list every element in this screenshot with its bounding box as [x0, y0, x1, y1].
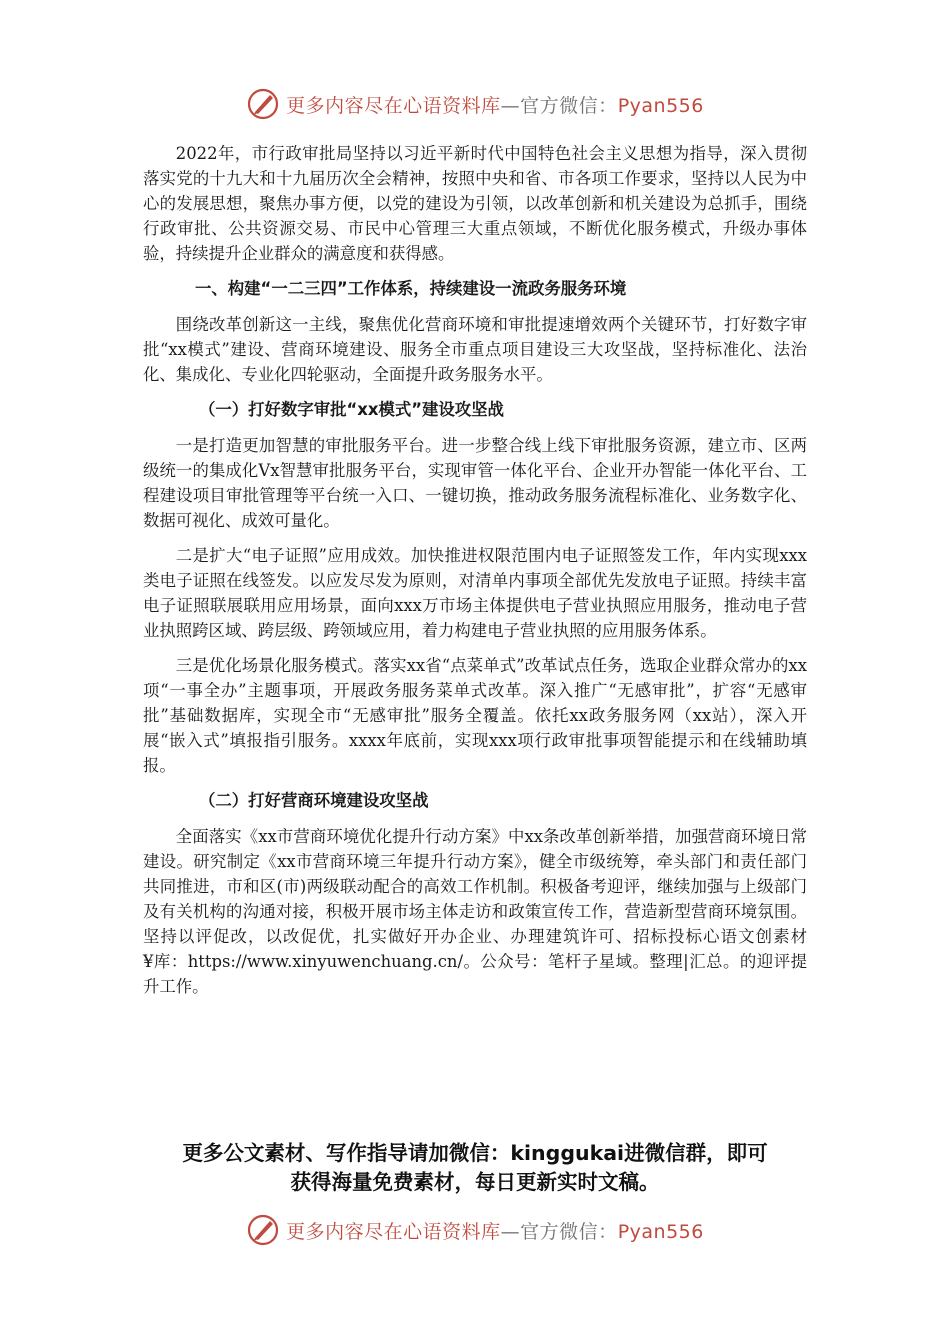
watermark-wechat-id: Pyan556 [617, 94, 704, 117]
subsection-1-paragraph-3: 三是优化场景化服务模式。落实xx省“点菜单式”改革试点任务，选取企业群众常办的xx项“一事全办”主题事项，开展政务服务菜单式改革。深入推广“无感审批”，扩容“无感审批”基础数据库，实现全市“无感审批”服务全覆盖。依托xx政务服务网（xx站），深入开展“嵌入式”填报指引服务。xxxx年底前，实现xxx项行政审批事项智能提示和在线辅助填报。 [143, 656, 807, 775]
watermark-text [286, 91, 704, 118]
subsection-heading-2: （二）打好营商环境建设攻坚战 [199, 791, 429, 810]
watermark-wechat-label: 官方微信： [520, 94, 618, 117]
footer-watermark [0, 1210, 950, 1250]
subsection-2-paragraph-1: 全面落实《xx市营商环境优化提升行动方案》中xx条改革创新举措，加强营商环境日常建设。研究制定《xx市营商环境三年提升行动方案》，健全市级统筹，牵头部门和责任部门共同推进，市和区(市)两级联动配合的高效工作机制。积极备考迎评，继续加强与上级部门及有关机构的沟通对接，积极开展市场主体走访和政策宣传工作，营造新型营商环境氛围。坚持以评促改，以改促优，扎实做好开办企业、办理建筑许可、招标投标心语文创素材¥库：https://www.xinyuwenchuang.cn/。公众号：笔杆子星域。整理|汇总。的迎评提升工作。 [143, 827, 807, 996]
subsection-1-paragraph-2: 二是扩大“电子证照”应用成效。加快推进权限范围内电子证照签发工作，年内实现xxx类电子证照在线签发。以应发尽发为原则，对清单内事项全部优先发放电子证照。持续丰富电子证照联展联用应用场景，面向xxx万市场主体提供电子营业执照应用服务，推动电子营业执照跨区域、跨层级、跨领域应用，着力构建电子营业执照的应用服务体系。 [143, 546, 807, 640]
watermark-text [286, 1217, 704, 1244]
watermark-wechat-label: 官方微信： [520, 1220, 618, 1243]
subsection-heading-1: （一）打好数字审批“xx模式”建设攻坚战 [199, 400, 504, 419]
watermark-prefix: 更多内容尽在心语资料库 [286, 94, 501, 117]
promo-line-2: 获得海量免费素材，每日更新实时文稿。 [290, 1170, 660, 1194]
header-watermark [0, 84, 950, 124]
subsection-1-paragraph-1: 一是打造更加智慧的审批服务平台。进一步整合线上线下审批服务资源，建立市、区两级统一的集成化Vx智慧审批服务平台，实现审管一体化平台、企业开办智能一体化平台、工程建设项目审批管理等平台统一入口、一键切换，推动政务服务流程标准化、业务数字化、数据可视化、成效可量化。 [143, 436, 807, 530]
promo-line-1: 更多公文素材、写作指导请加微信：kinggukai进微信群，即可 [182, 1141, 768, 1165]
promo-block [100, 1139, 850, 1197]
watermark-prefix: 更多内容尽在心语资料库 [286, 1220, 501, 1243]
watermark-separator: — [500, 1220, 521, 1243]
section-1-paragraph: 围绕改革创新这一主线，聚焦优化营商环境和审批提速增效两个关键环节，打好数字审批“xx模式”建设、营商环境建设、服务全市重点项目建设三大攻坚战，坚持标准化、法治化、集成化、专业化四轮驱动，全面提升政务服务水平。 [143, 315, 807, 384]
watermark-separator: — [500, 94, 521, 117]
watermark-wechat-id: Pyan556 [617, 1220, 704, 1243]
quill-pen-logo-icon [246, 1213, 280, 1247]
document-body [143, 141, 807, 1009]
section-heading-1: 一、构建“一二三四”工作体系，持续建设一流政务服务环境 [195, 279, 627, 298]
quill-pen-logo-icon [246, 87, 280, 121]
intro-paragraph: 2022年，市行政审批局坚持以习近平新时代中国特色社会主义思想为指导，深入贯彻落实党的十九大和十九届历次全会精神，按照中央和省、市各项工作要求，坚持以人民为中心的发展思想，聚焦办事方便，以党的建设为引领，以改革创新和机关建设为总抓手，围绕行政审批、公共资源交易、市民中心管理三大重点领域，不断优化服务模式，升级办事体验，持续提升企业群众的满意度和获得感。 [143, 144, 807, 263]
